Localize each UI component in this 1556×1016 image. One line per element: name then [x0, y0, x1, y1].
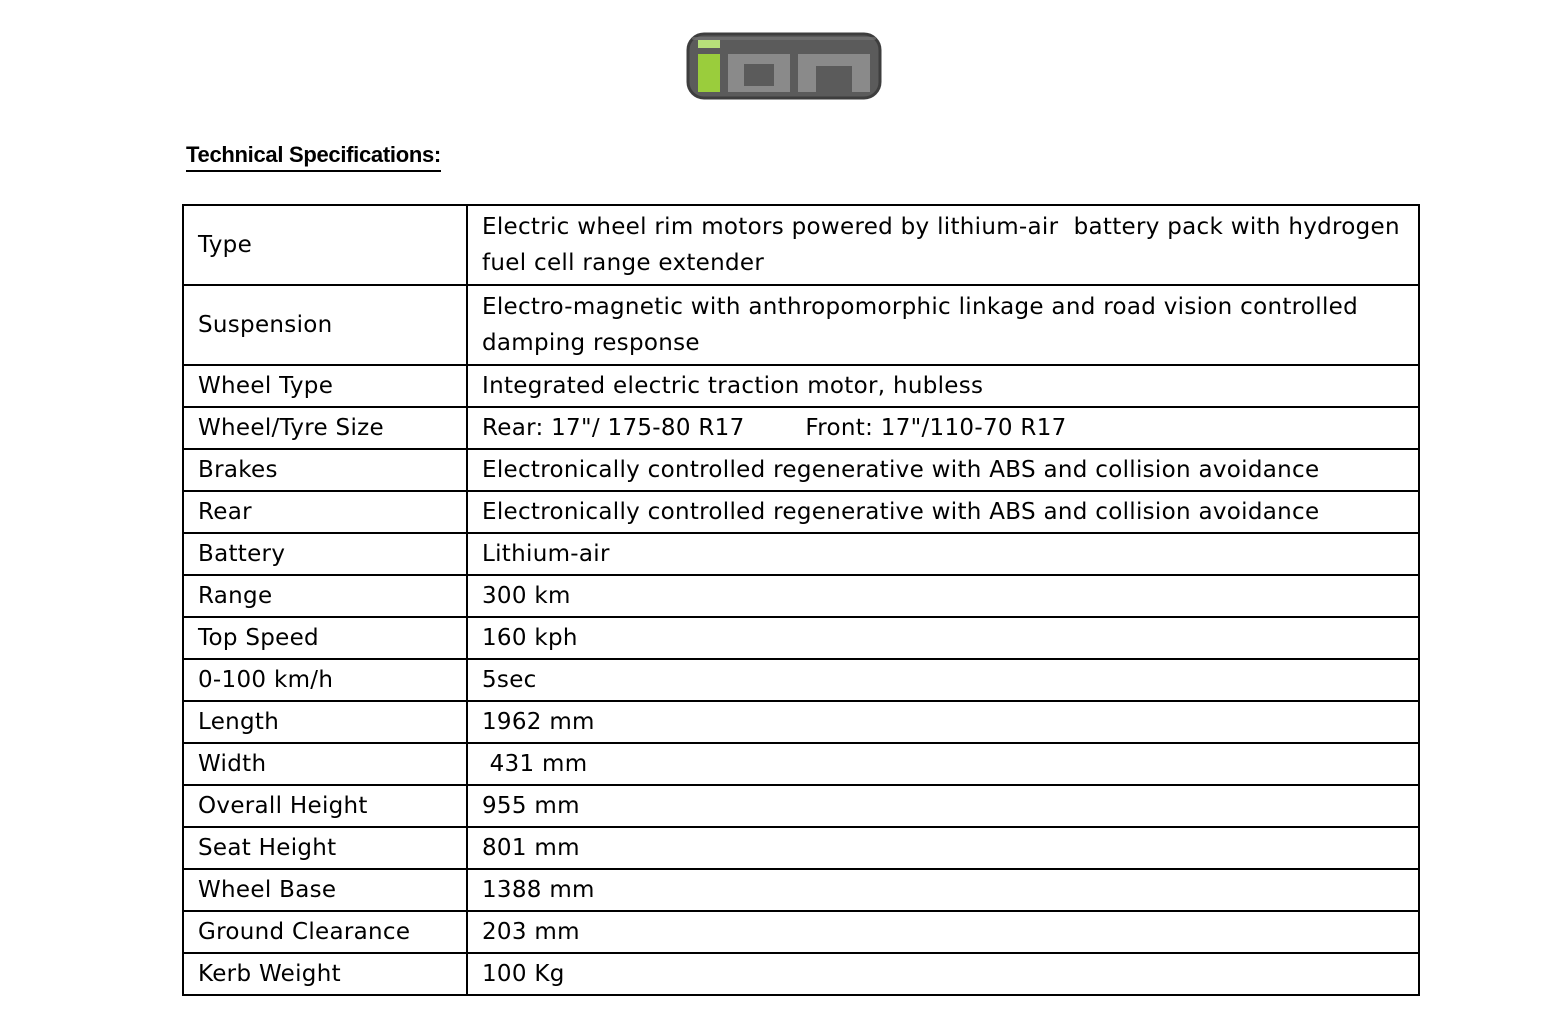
spec-value: 300 km	[467, 575, 1419, 617]
spec-label: Wheel Type	[183, 365, 467, 407]
spec-label: Rear	[183, 491, 467, 533]
spec-value: 1962 mm	[467, 701, 1419, 743]
spec-value: Electro-magnetic with anthropomorphic linkage and road vision controlled damping response	[467, 285, 1419, 365]
spec-label: Ground Clearance	[183, 911, 467, 953]
spec-value: 100 Kg	[467, 953, 1419, 995]
spec-label: Length	[183, 701, 467, 743]
ion-logo-mark	[686, 32, 882, 100]
table-row	[183, 953, 1419, 995]
ion-logo	[686, 32, 882, 100]
spec-value: Rear: 17"/ 175-80 R17 Front: 17"/110-70 R17	[467, 407, 1419, 449]
spec-label: Brakes	[183, 449, 467, 491]
specifications-table	[182, 204, 1420, 996]
spec-label: Width	[183, 743, 467, 785]
spec-value: 5sec	[467, 659, 1419, 701]
table-row	[183, 575, 1419, 617]
table-row	[183, 407, 1419, 449]
table-row	[183, 491, 1419, 533]
spec-label: Range	[183, 575, 467, 617]
spec-value: Electronically controlled regenerative with ABS and collision avoidance	[467, 449, 1419, 491]
table-row	[183, 449, 1419, 491]
spec-label: Top Speed	[183, 617, 467, 659]
table-row	[183, 785, 1419, 827]
table-row	[183, 659, 1419, 701]
spec-value: 160 kph	[467, 617, 1419, 659]
spec-value: Lithium-air	[467, 533, 1419, 575]
spec-value: Electric wheel rim motors powered by lithium-air battery pack with hydrogen fuel cell range extender	[467, 205, 1419, 285]
table-row	[183, 827, 1419, 869]
table-row	[183, 533, 1419, 575]
table-row	[183, 365, 1419, 407]
table-row	[183, 911, 1419, 953]
spec-value: 955 mm	[467, 785, 1419, 827]
spec-label: Suspension	[183, 285, 467, 365]
page-title: Technical Specifications:	[186, 141, 441, 172]
table-row	[183, 205, 1419, 285]
spec-label: Kerb Weight	[183, 953, 467, 995]
table-row	[183, 285, 1419, 365]
spec-value: Integrated electric traction motor, hubless	[467, 365, 1419, 407]
spec-label: Wheel/Tyre Size	[183, 407, 467, 449]
table-row	[183, 743, 1419, 785]
spec-value: 203 mm	[467, 911, 1419, 953]
spec-value: 801 mm	[467, 827, 1419, 869]
spec-label: Battery	[183, 533, 467, 575]
spec-value: Electronically controlled regenerative with ABS and collision avoidance	[467, 491, 1419, 533]
spec-label: Wheel Base	[183, 869, 467, 911]
spec-label: 0-100 km/h	[183, 659, 467, 701]
table-row	[183, 617, 1419, 659]
spec-value: 431 mm	[467, 743, 1419, 785]
spec-label: Seat Height	[183, 827, 467, 869]
table-row	[183, 701, 1419, 743]
table-row	[183, 869, 1419, 911]
spec-value: 1388 mm	[467, 869, 1419, 911]
spec-label: Overall Height	[183, 785, 467, 827]
spec-label: Type	[183, 205, 467, 285]
